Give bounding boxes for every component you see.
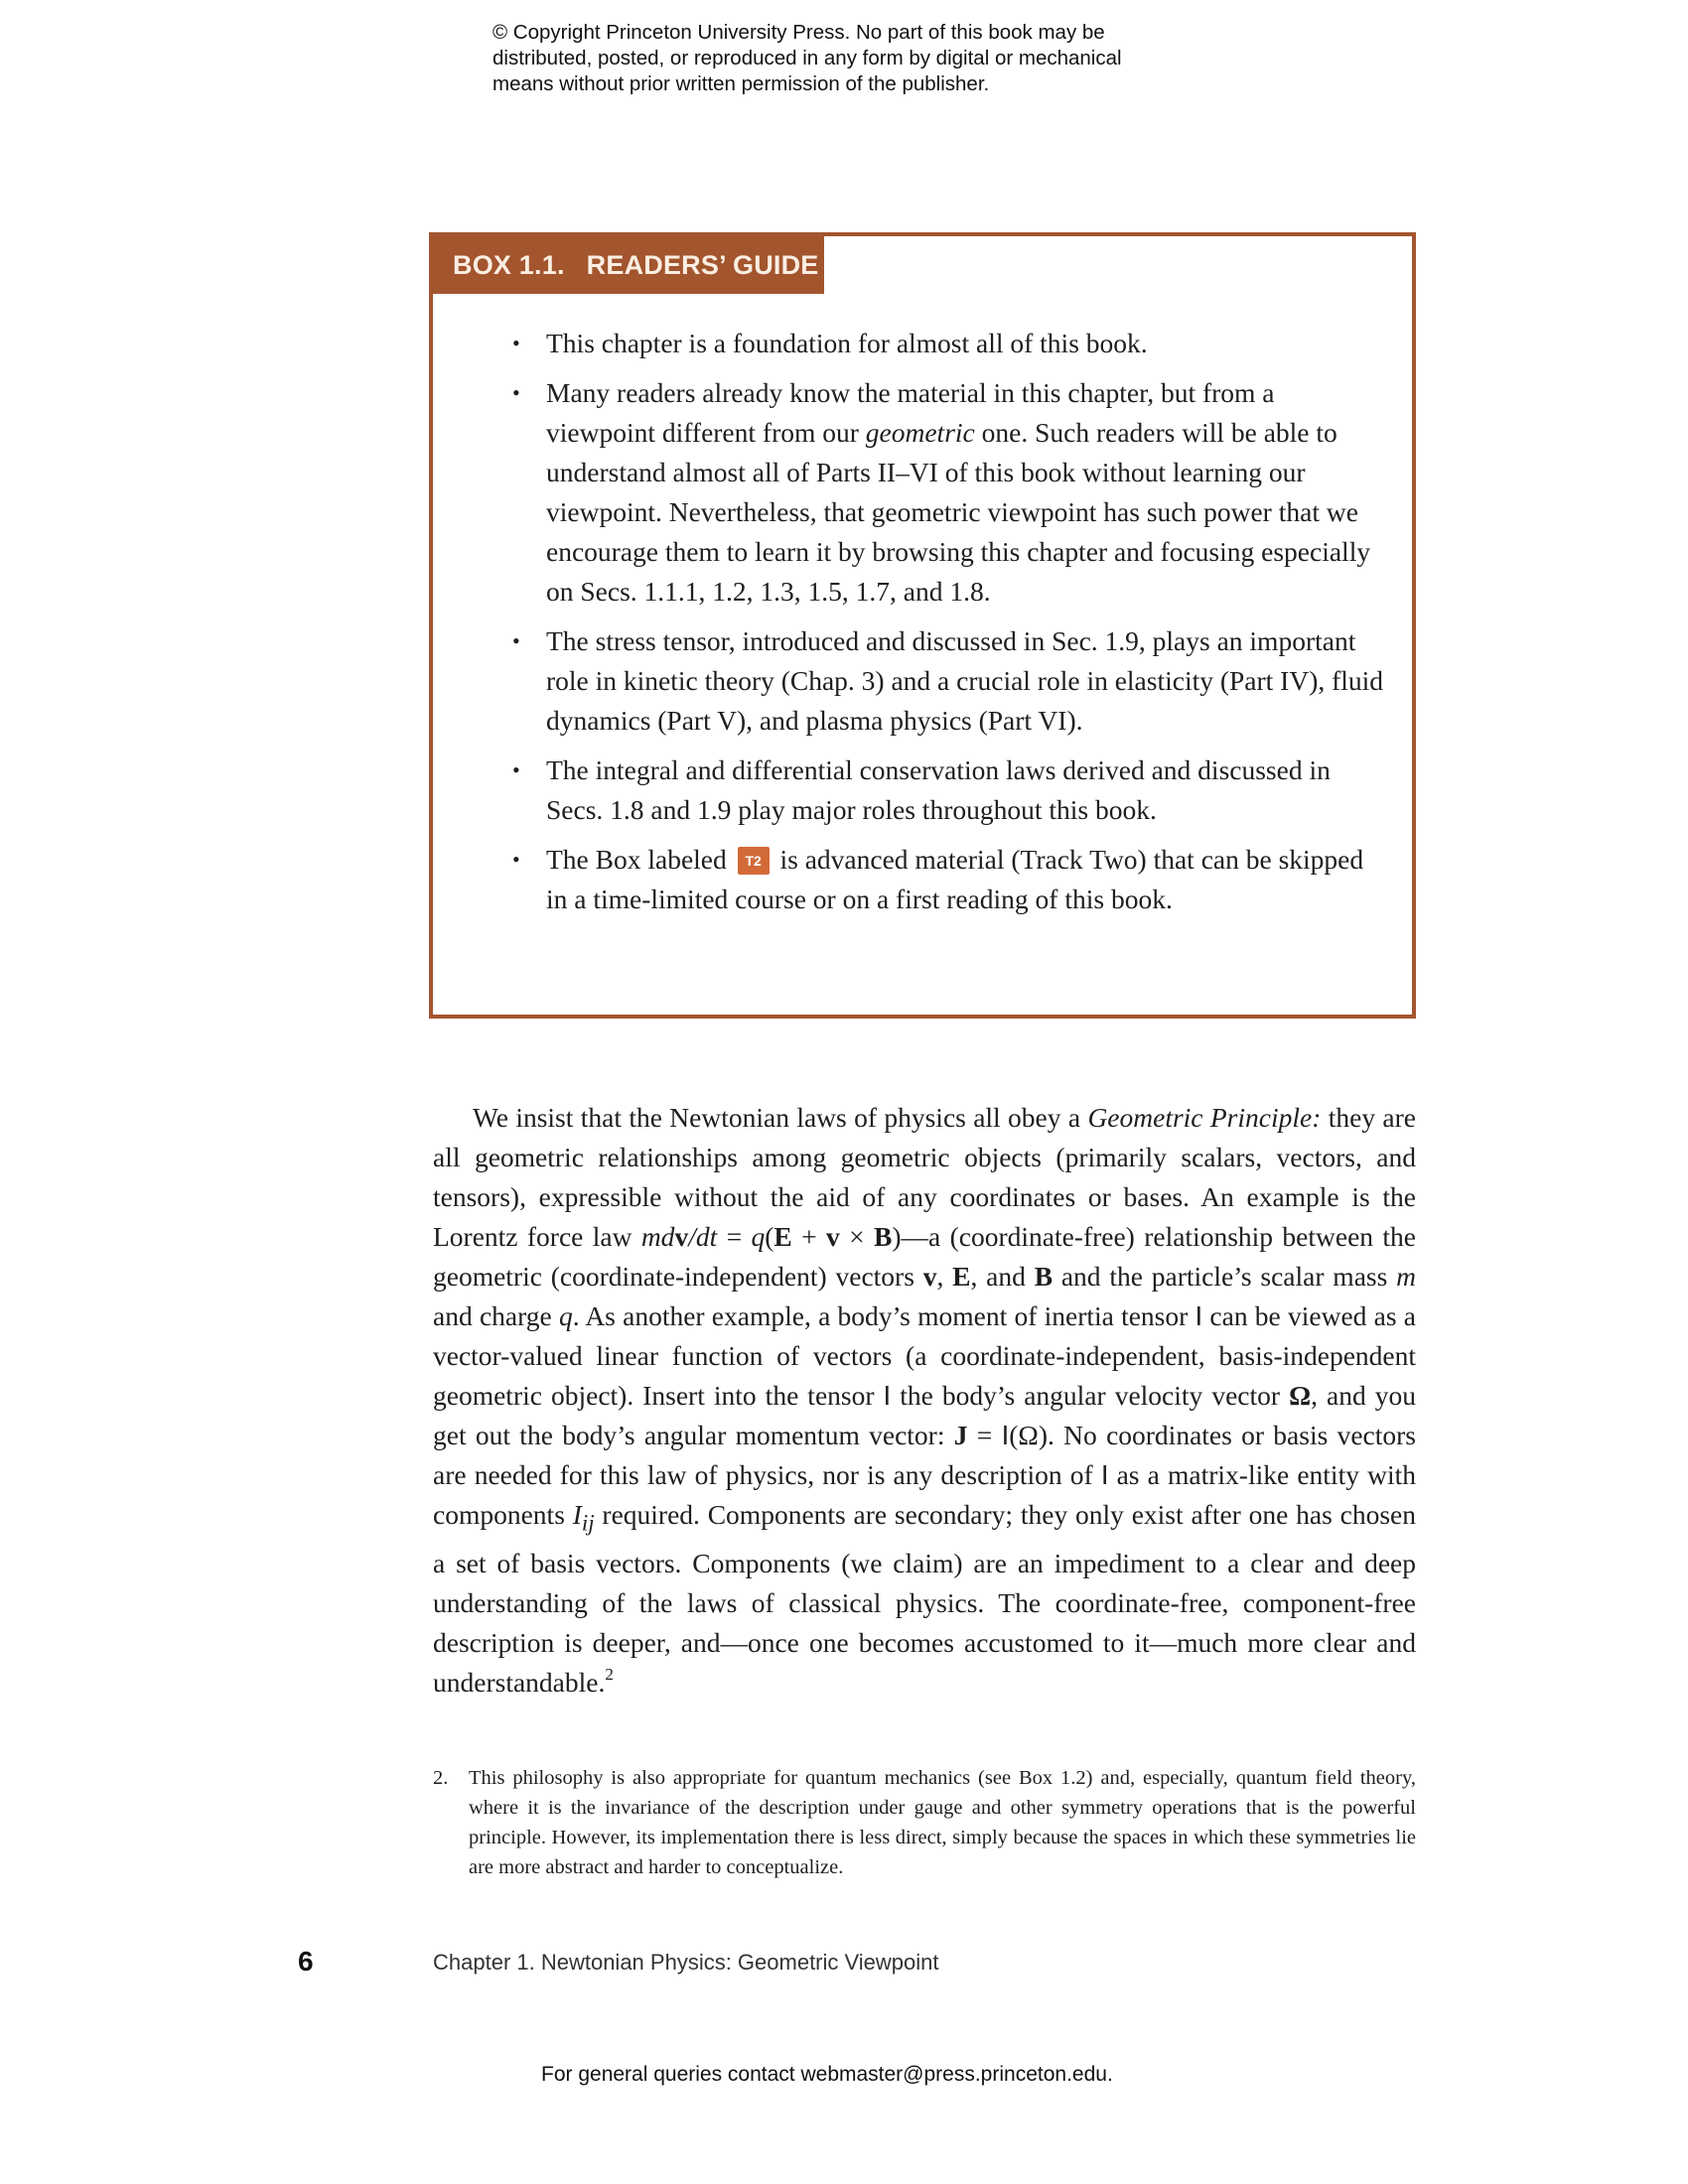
bullet-icon: • xyxy=(512,628,520,653)
footnote-number: 2. xyxy=(433,1767,449,1789)
running-head: Chapter 1. Newtonian Physics: Geometric Viewpoint xyxy=(433,1950,939,1975)
footnote-text: This philosophy is also appropriate for quantum mechanics (see Box 1.2) and, especially, quantum field theory, where it is the invariance of the description under gauge and other symmetry operations that is the powerful principle. However, its implementation there is less direct, simply because the spaces in which these symmetries lie are more abstract and harder to conceptualize. xyxy=(469,1767,1416,1878)
bullet-icon: • xyxy=(512,331,520,355)
copyright-notice xyxy=(492,20,1207,97)
copyright-line: distributed, posted, or reproduced in any form by digital or mechanical xyxy=(492,47,1122,69)
list-item: • The stress tensor, introduced and discussed in Sec. 1.9, plays an important role in kinetic theory (Chap. 3) and a crucial role in elasticity (Part IV), fluid dynamics (Part V), and plasma physics (Part VI). xyxy=(433,621,1386,741)
footnote-reference[interactable]: 2 xyxy=(605,1664,614,1684)
box-bullet-list xyxy=(433,324,1386,929)
footnote xyxy=(433,1763,1416,1882)
list-item: • Many readers already know the material in this chapter, but from a viewpoint different from our geometric one. Such readers will be able to understand almost all of Parts II–VI of this book without learning our viewpoint. Nevertheless, that geometric viewpoint has such power that we encourage them to learn it by browsing this chapter and focusing especially on Secs. 1.1.1, 1.2, 1.3, 1.5, 1.7, and 1.8. xyxy=(433,373,1386,612)
bullet-icon: • xyxy=(512,757,520,782)
page-number: 6 xyxy=(298,1946,314,1977)
box-title: READERS’ GUIDE xyxy=(586,250,819,280)
bullet-icon: • xyxy=(512,847,520,872)
box-header xyxy=(433,236,824,294)
emphasis: geometric xyxy=(865,417,975,448)
readers-guide-box xyxy=(429,232,1416,1019)
list-item: • This chapter is a foundation for almost all of this book. xyxy=(433,324,1386,363)
copyright-line: © Copyright Princeton University Press. No part of this book may be xyxy=(492,21,1105,44)
box-number: BOX 1.1. xyxy=(453,250,565,280)
track-two-badge-icon: T2 xyxy=(738,847,770,875)
bullet-icon: • xyxy=(512,380,520,405)
contact-notice: For general queries contact webmaster@press.princeton.edu. xyxy=(541,2063,1113,2086)
list-item: • The Box labeled T2 is advanced material (Track Two) that can be skipped in a time-limited course or on a first reading of this book. xyxy=(433,840,1386,919)
body-paragraph: We insist that the Newtonian laws of physics all obey a Geometric Principle: they are all geometric relationships among geometric objects (primarily scalars, vectors, and tensors), expressible without the aid of any coordinates or bases. An example is the Lorentz force law mdv/dt = q(E + v × B)—a (coordinate-free) relationship between the geometric (coordinate-independent) vectors v, E, and B and the particle’s scalar mass m and charge q. As another example, a body’s moment of inertia tensor I can be viewed as a vector-valued linear function of vectors (a coordinate-independent, basis-independent geometric object). Insert into the tensor I the body’s angular velocity vector Ω, and you get out the body’s angular momentum vector: J = I(Ω). No coordinates or basis vectors are needed for this law of physics, nor is any description of I as a matrix-like entity with components $I_{ij}$ required. Components are secondary; they only exist after one has chosen a set of basis vectors. Components (we claim) are an impediment to a clear and deep understanding of the laws of classical physics. The coordinate-free, component-free description is deeper, and—once one becomes accustomed to it—much more clear and understandable.$^2$ xyxy=(433,1102,1417,1698)
copyright-line: means without prior written permission of the publisher. xyxy=(492,72,990,95)
list-item: • The integral and differential conservation laws derived and discussed in Secs. 1.8 and 1.9 play major roles throughout this book. xyxy=(433,751,1386,830)
